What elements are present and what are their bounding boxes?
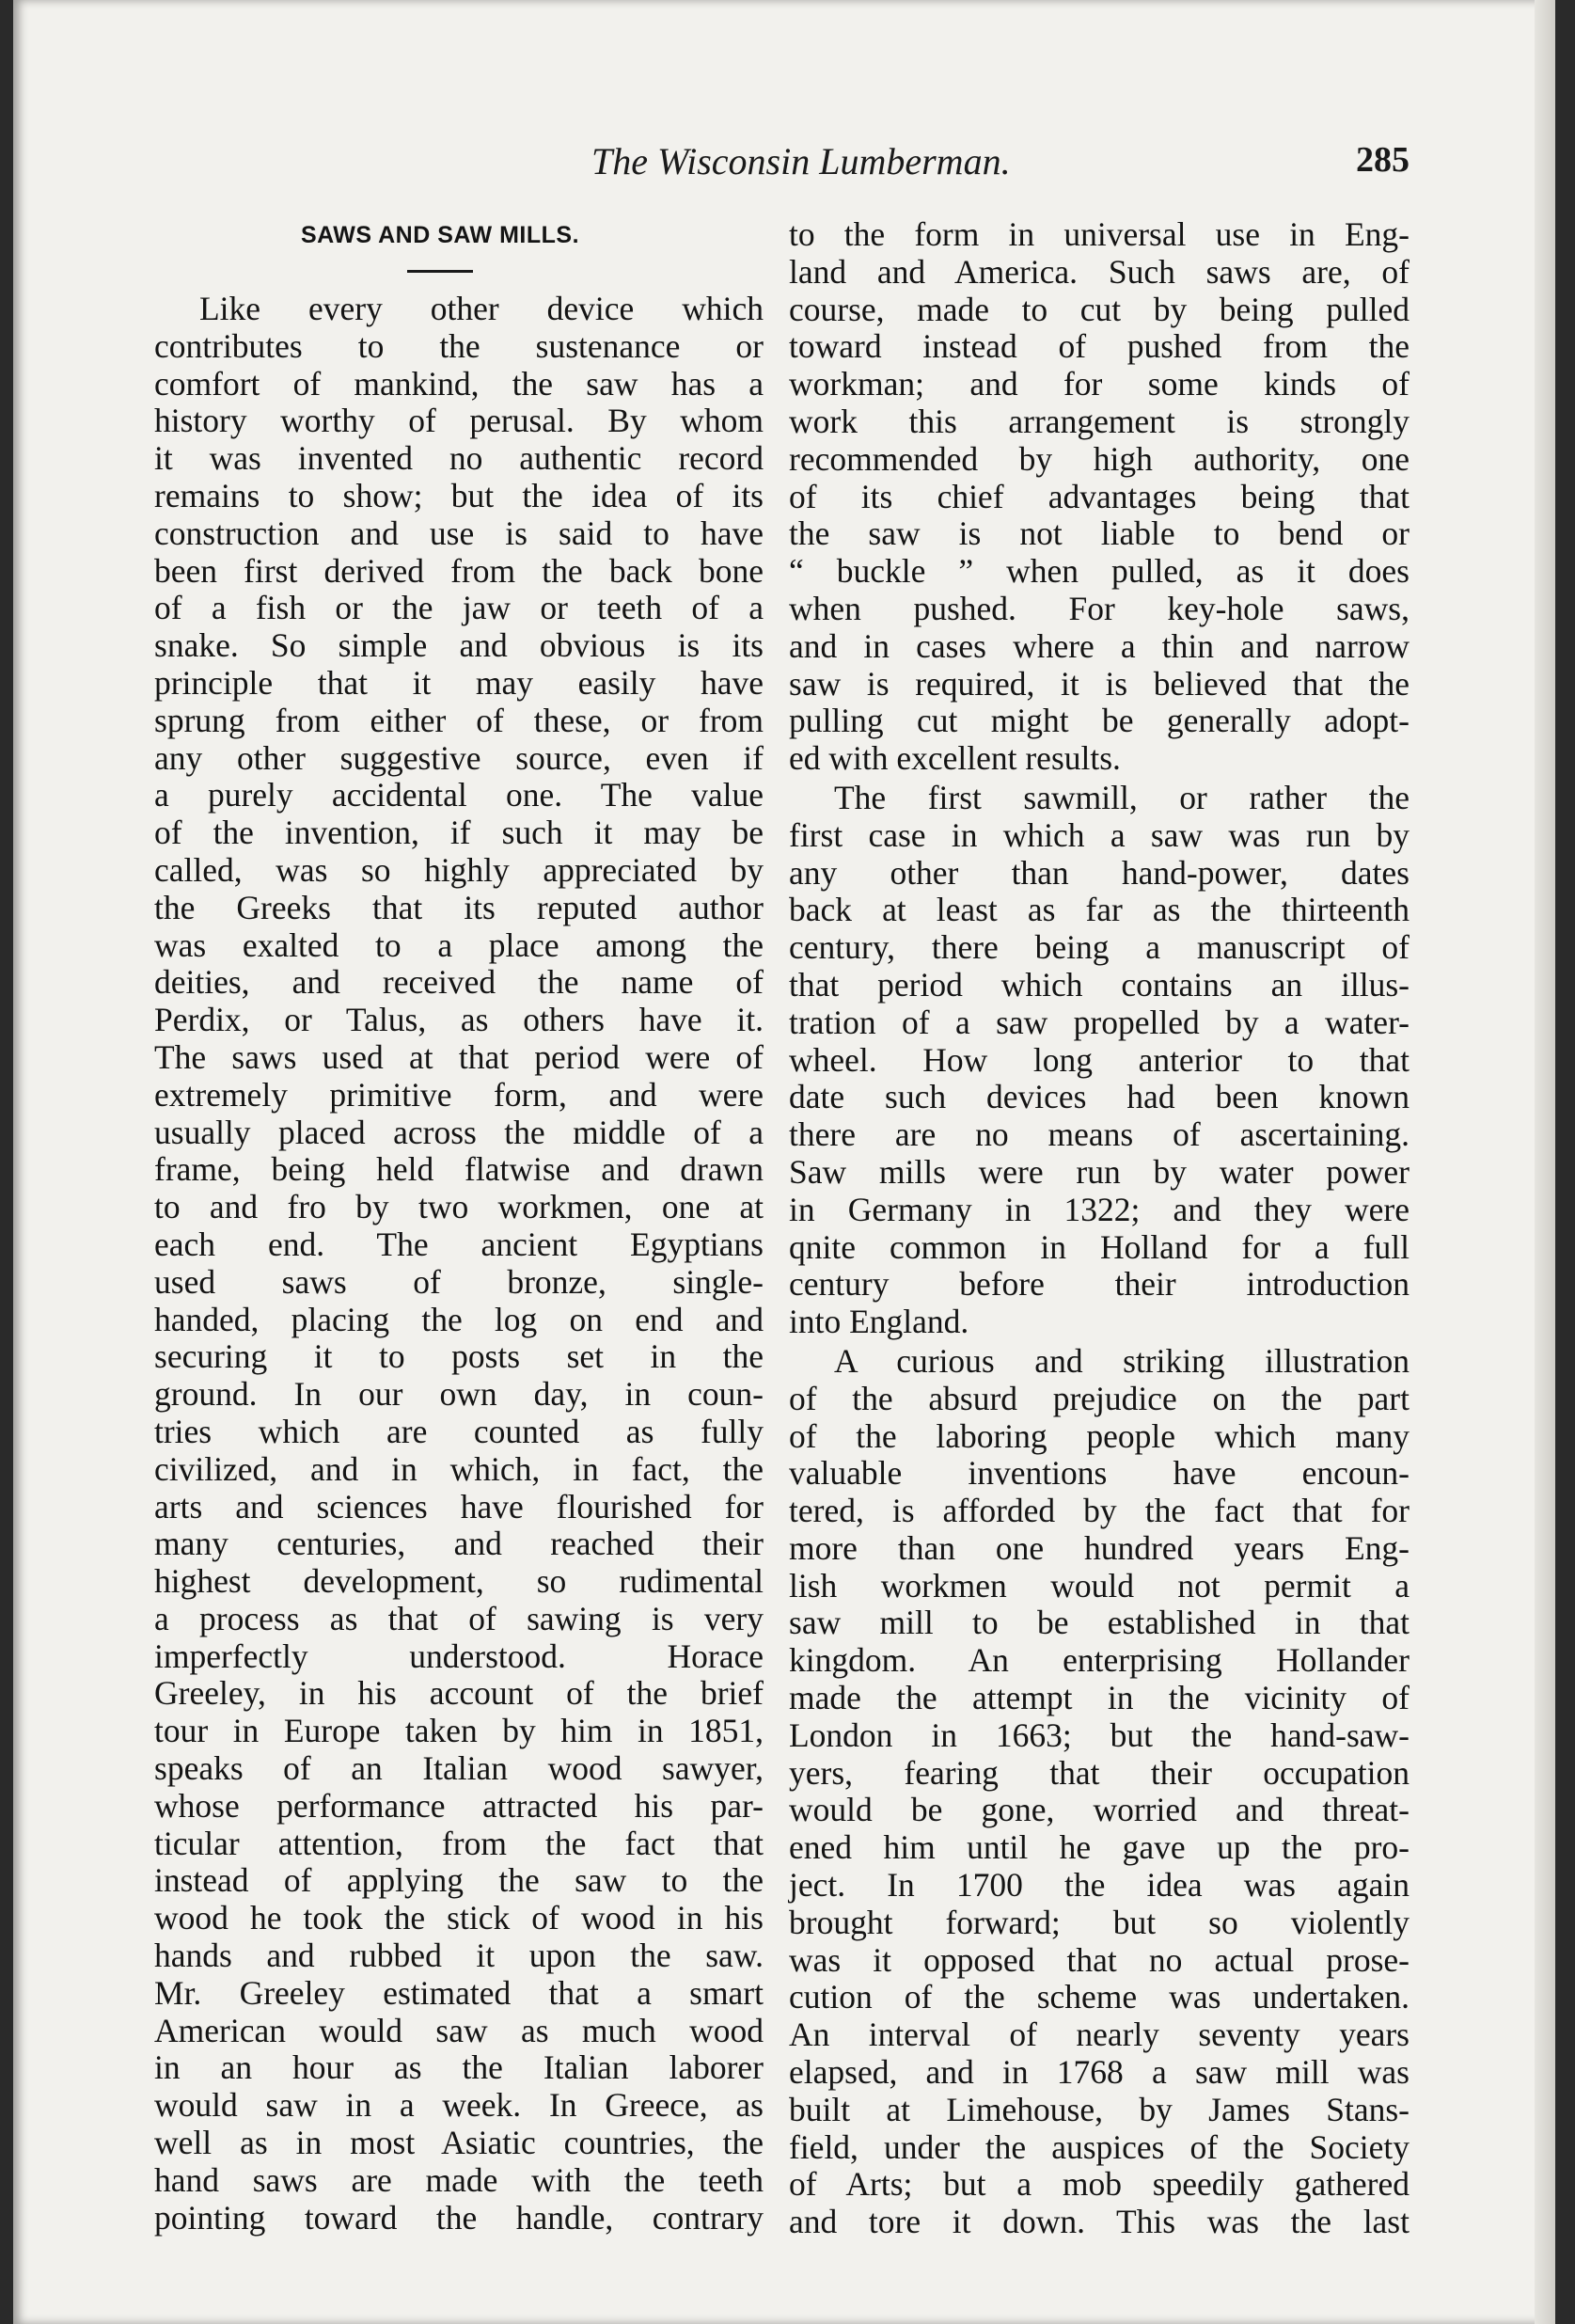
text-line: ject. In 1700 the idea was again <box>789 1866 1410 1905</box>
right-column <box>789 216 1410 2241</box>
text-line: ticular attention, from the fact that <box>154 1824 764 1862</box>
text-line: whose performance attracted his par- <box>154 1786 764 1825</box>
text-line: pulling cut might be generally adopt- <box>789 702 1410 740</box>
text-line: ground. In our own day, in coun- <box>154 1375 764 1414</box>
text-line: highest development, so rudimental <box>154 1562 764 1601</box>
text-line: back at least as far as the thirteenth <box>789 891 1410 929</box>
text-line: each end. The ancient Egyptians <box>154 1225 764 1263</box>
text-line: Perdix, or Talus, as others have it. <box>154 1001 764 1039</box>
text-line: to and fro by two workmen, one at <box>154 1188 764 1226</box>
text-line: civilized, and in which, in fact, the <box>154 1449 764 1488</box>
text-line: that period which contains an illus- <box>789 965 1410 1004</box>
text-line: deities, and received the name of <box>154 963 764 1002</box>
text-line: extremely primitive form, and were <box>154 1075 764 1114</box>
text-line: workman; and for some kinds of <box>789 365 1410 403</box>
text-line: saw is required, it is believed that the <box>789 664 1410 703</box>
text-line: made the attempt in the vicinity of <box>789 1679 1410 1717</box>
text-line: Mr. Greeley estimated that a smart <box>154 1973 764 2012</box>
text-line: century before their introduction <box>789 1265 1410 1304</box>
text-line: of a fish or the jaw or teeth of a <box>154 589 764 627</box>
text-line: there are no means of ascertaining. <box>789 1115 1410 1154</box>
text-line: was exalted to a place among the <box>154 925 764 964</box>
text-line: The saws used at that period were of <box>154 1037 764 1076</box>
text-line: valuable inventions have encoun- <box>789 1454 1410 1493</box>
text-line: elapsed, and in 1768 a saw mill was <box>789 2053 1410 2092</box>
text-line: brought forward; but so violently <box>789 1903 1410 1941</box>
scanned-page <box>13 0 1555 2324</box>
text-line: tration of a saw propelled by a water- <box>789 1003 1410 1041</box>
text-line: The first sawmill, or rather the <box>834 778 1410 816</box>
text-line: a purely accidental one. The value <box>154 776 764 814</box>
text-line: speaks of an Italian wood sawyer, <box>154 1749 764 1788</box>
text-line: ed with excellent results. <box>789 739 1121 778</box>
text-line: An interval of nearly seventy years <box>789 2016 1410 2054</box>
text-line: the saw is not liable to bend or <box>789 514 1410 553</box>
text-line: frame, being held flatwise and drawn <box>154 1150 764 1189</box>
text-line: Greeley, in his account of the brief <box>154 1674 764 1713</box>
text-line: hand saws are made with the teeth <box>154 2160 764 2199</box>
text-line: qnite common in Holland for a full <box>789 1227 1410 1266</box>
text-line: any other suggestive source, even if <box>154 738 764 777</box>
text-line: field, under the auspices of the Society <box>789 2127 1410 2166</box>
text-line: snake. So simple and obvious is its <box>154 626 764 665</box>
text-line: “ buckle ” when pulled, as it does <box>789 552 1410 591</box>
text-line: been first derived from the back bone <box>154 551 764 590</box>
text-line: would be gone, worried and threat- <box>789 1791 1410 1829</box>
text-line: toward instead of pushed from the <box>789 327 1410 366</box>
text-line: lish workmen would not permit a <box>789 1566 1410 1605</box>
text-line: of its chief advantages being that <box>789 477 1410 515</box>
text-line: wheel. How long anterior to that <box>789 1040 1410 1079</box>
text-line: was it opposed that no actual prose- <box>789 1940 1410 1979</box>
text-line: work this arrangement is strongly <box>789 402 1410 440</box>
text-line: in an hour as the Italian laborer <box>154 2048 764 2087</box>
text-line: it was invented no authentic record <box>154 439 764 478</box>
text-line: of Arts; but a mob speedily gathered <box>789 2165 1410 2204</box>
text-line: would saw in a week. In Greece, as <box>154 2086 764 2125</box>
text-line: of the absurd prejudice on the part <box>789 1379 1410 1417</box>
text-line: wood he took the stick of wood in his <box>154 1899 764 1937</box>
text-line: of the laboring people which many <box>789 1416 1410 1455</box>
text-line: Like every other device which <box>199 290 764 327</box>
page-edge <box>1535 0 1555 2324</box>
text-line: comfort of mankind, the saw has a <box>154 364 764 403</box>
page-number: 285 <box>1356 140 1410 180</box>
text-line: and tore it down. This was the last <box>789 2203 1410 2241</box>
text-line: of the invention, if such it may be <box>154 814 764 852</box>
text-line: London in 1663; but the hand-saw- <box>789 1715 1410 1754</box>
page-header <box>154 139 1410 186</box>
text-line: kingdom. An enterprising Hollander <box>789 1641 1410 1680</box>
text-line: history worthy of perusal. By whom <box>154 402 764 440</box>
text-line: instead of applying the saw to the <box>154 1861 764 1900</box>
text-line: hands and rubbed it upon the saw. <box>154 1937 764 1975</box>
text-line: land and America. Such saws are, of <box>789 252 1410 291</box>
text-line: arts and sciences have flourished for <box>154 1487 764 1526</box>
text-line: course, made to cut by being pulled <box>789 290 1410 328</box>
text-line: built at Limehouse, by James Stans- <box>789 2090 1410 2128</box>
text-line: American would saw as much wood <box>154 2011 764 2049</box>
text-line: handed, placing the log on end and <box>154 1300 764 1338</box>
left-column <box>154 216 764 2237</box>
text-line: tered, is afforded by the fact that for <box>789 1492 1410 1530</box>
text-line: A curious and striking illustration <box>834 1341 1410 1380</box>
text-line: saw mill to be established in that <box>789 1604 1410 1642</box>
text-line: yers, fearing that their occupation <box>789 1753 1410 1792</box>
text-line: well as in most Asiatic countries, the <box>154 2124 764 2162</box>
text-line: to the form in universal use in Eng- <box>789 215 1410 253</box>
text-line: imperfectly understood. Horace <box>154 1636 764 1675</box>
text-line: usually placed across the middle of a <box>154 1113 764 1151</box>
text-line: remains to show; but the idea of its <box>154 476 764 514</box>
text-line: any other than hand-power, dates <box>789 853 1410 892</box>
article-title: SAWS AND SAW MILLS. <box>300 222 580 248</box>
text-line: tries which are counted as fully <box>154 1412 764 1450</box>
text-line: when pushed. For key-hole saws, <box>789 589 1410 627</box>
text-line: pointing toward the handle, contrary <box>154 2198 764 2237</box>
text-line: the Greeks that its reputed author <box>154 888 764 926</box>
text-line: ened him until he gave up the pro- <box>789 1828 1410 1867</box>
text-line: many centuries, and reached their <box>154 1525 764 1563</box>
text-line: first case in which a saw was run by <box>789 815 1410 854</box>
text-line: in Germany in 1322; and they were <box>789 1190 1410 1228</box>
text-line: into England. <box>789 1303 969 1341</box>
text-line: recommended by high authority, one <box>789 439 1410 478</box>
text-line: securing it to posts set in the <box>154 1337 764 1376</box>
text-line: sprung from either of these, or from <box>154 701 764 739</box>
text-line: century, there being a manuscript of <box>789 928 1410 967</box>
text-line: a process as that of sawing is very <box>154 1599 764 1637</box>
title-rule <box>407 270 473 273</box>
text-line: cution of the scheme was undertaken. <box>789 1978 1410 2016</box>
text-line: contributes to the sustenance or <box>154 326 764 365</box>
running-title: The Wisconsin Lumberman. <box>591 140 1011 182</box>
text-line: and in cases where a thin and narrow <box>789 626 1410 665</box>
text-line: used saws of bronze, single- <box>154 1262 764 1301</box>
text-line: construction and use is said to have <box>154 514 764 552</box>
text-line: date such devices had been known <box>789 1078 1410 1116</box>
text-line: more than one hundred years Eng- <box>789 1528 1410 1567</box>
text-line: tour in Europe taken by him in 1851, <box>154 1712 764 1750</box>
text-line: principle that it may easily have <box>154 663 764 702</box>
text-line: Saw mills were run by water power <box>789 1152 1410 1191</box>
text-line: called, was so highly appreciated by <box>154 850 764 889</box>
